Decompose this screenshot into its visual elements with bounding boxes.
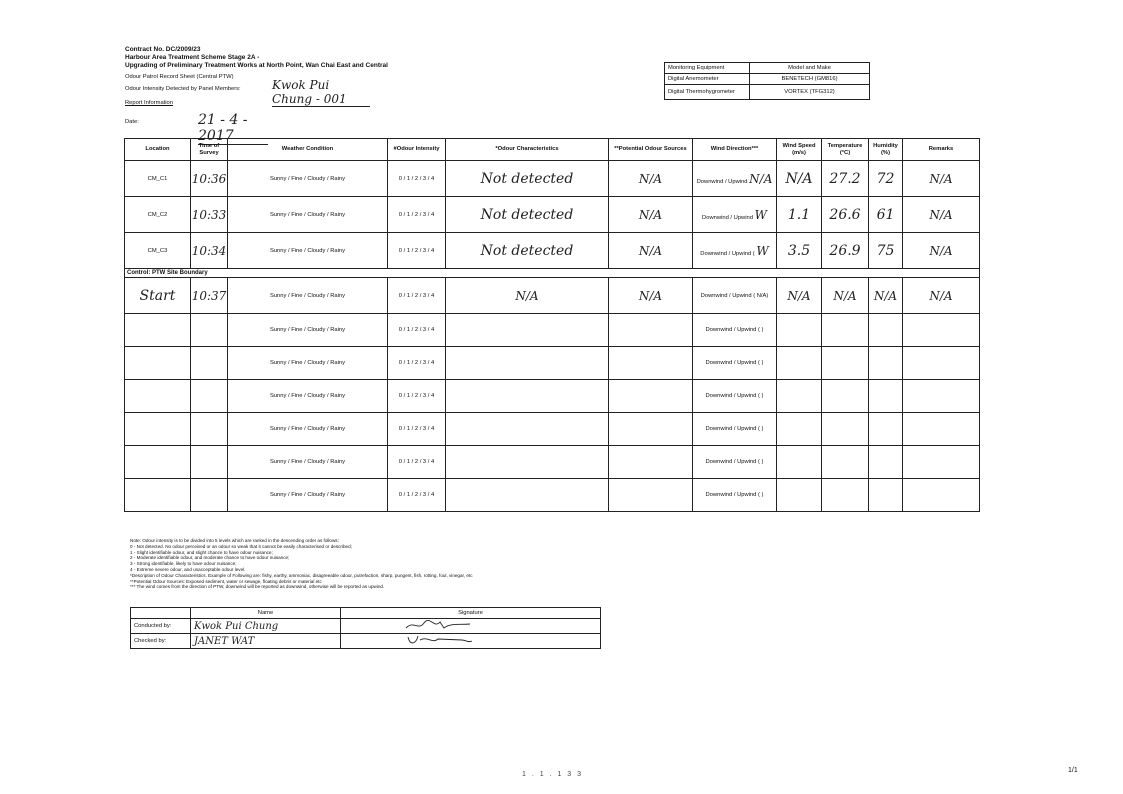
temperature-cell: 26.9 xyxy=(822,233,869,269)
equipment-row xyxy=(665,74,870,85)
wind-direction-cell: Downwind / Upwind ( ) xyxy=(693,413,777,446)
panel-member-name: Kwok Pui Chung - 001 xyxy=(272,78,370,107)
temperature-cell: 27.2 xyxy=(822,161,869,197)
temperature-cell xyxy=(822,413,869,446)
remarks-cell: N/A xyxy=(903,161,980,197)
table-row xyxy=(125,278,980,314)
temperature-cell xyxy=(822,479,869,512)
col-wind-direction: Wind Direction*** xyxy=(693,139,777,161)
wind-direction-cell xyxy=(693,161,777,197)
time-cell xyxy=(191,380,228,413)
signature-scribble xyxy=(404,619,474,631)
humidity-cell xyxy=(869,446,903,479)
works-title: Upgrading of Preliminary Treatment Works at North Point, Wan Chai East and Central xyxy=(125,62,388,69)
character-cell xyxy=(446,314,609,347)
equipment-header: Monitoring Equipment xyxy=(665,63,750,74)
contract-number: Contract No. DC/2009/23 xyxy=(125,46,201,53)
note-line: 3 - Strong identifiable, likely to have odour nuisance; xyxy=(130,561,237,567)
location-cell: CM_C1 xyxy=(125,161,191,197)
temperature-cell xyxy=(822,314,869,347)
location-cell xyxy=(125,380,191,413)
remarks-cell: N/A xyxy=(903,278,980,314)
intensity-cell: 0 / 1 / 2 / 3 / 4 xyxy=(388,380,446,413)
wind-speed-cell xyxy=(777,347,822,380)
col-temperature: Temperature (°C) xyxy=(822,139,869,161)
humidity-cell xyxy=(869,479,903,512)
time-cell xyxy=(191,347,228,380)
remarks-cell xyxy=(903,413,980,446)
wind-direction-cell: Downwind / Upwind ( ) xyxy=(693,314,777,347)
source-cell xyxy=(609,347,693,380)
checked-label: Checked by: xyxy=(131,634,191,649)
source-cell: N/A xyxy=(609,233,693,269)
note-line: *** The wind comes from the direction of PTW, downwind will be reported as downwind, otherwise will be reported as upwind. xyxy=(130,584,385,590)
equipment-model: VORTEX (TFG312) xyxy=(750,85,870,100)
note-line: 1 - Slight identifiable odour, and slight chance to have odour nuisance; xyxy=(130,549,273,555)
date-value: 21 - 4 - 2017 xyxy=(198,112,268,145)
remarks-cell: N/A xyxy=(903,233,980,269)
location-cell xyxy=(125,479,191,512)
humidity-cell xyxy=(869,347,903,380)
weather-cell: Sunny / Fine / Cloudy / Rainy xyxy=(228,314,388,347)
conducted-label: Conducted by: xyxy=(131,619,191,634)
humidity-cell: 61 xyxy=(869,197,903,233)
intensity-cell: 0 / 1 / 2 / 3 / 4 xyxy=(388,413,446,446)
character-cell: Not detected xyxy=(446,161,609,197)
col-location: Location xyxy=(125,139,191,161)
blank-table-row xyxy=(125,479,980,512)
location-cell xyxy=(125,446,191,479)
weather-cell: Sunny / Fine / Cloudy / Rainy xyxy=(228,278,388,314)
checked-name: JANET WAT xyxy=(191,634,341,649)
intensity-cell: 0 / 1 / 2 / 3 / 4 xyxy=(388,233,446,269)
checked-signature xyxy=(341,634,601,649)
character-cell: Not detected xyxy=(446,233,609,269)
source-cell xyxy=(609,479,693,512)
weather-cell: Sunny / Fine / Cloudy / Rainy xyxy=(228,380,388,413)
time-cell xyxy=(191,314,228,347)
time-cell xyxy=(191,479,228,512)
sheet-title: Odour Patrol Record Sheet (Central PTW) xyxy=(125,74,234,80)
temperature-cell xyxy=(822,446,869,479)
location-cell: Start xyxy=(125,278,191,314)
wind-direction-note: N/A xyxy=(749,171,773,186)
table-row xyxy=(125,233,980,269)
wind-speed-cell: 1.1 xyxy=(777,197,822,233)
intensity-cell: 0 / 1 / 2 / 3 / 4 xyxy=(388,479,446,512)
wind-direction-note: W xyxy=(754,207,767,222)
col-source: **Potential Odour Sources xyxy=(609,139,693,161)
page-number: 1/1 xyxy=(1068,767,1078,774)
wind-speed-cell: 3.5 xyxy=(777,233,822,269)
wind-direction-cell: Downwind / Upwind ( N/A) xyxy=(693,278,777,314)
wind-direction-cell xyxy=(693,197,777,233)
panel-label: Odour Intensity Detected by Panel Members: xyxy=(125,86,241,92)
col-remarks: Remarks xyxy=(903,139,980,161)
note-line: 0 - Not detected. No odour perceived or an odour so weak that it cannot be easily characterised or described; xyxy=(130,543,352,549)
source-cell xyxy=(609,446,693,479)
temperature-cell xyxy=(822,380,869,413)
wind-speed-cell: N/A xyxy=(777,278,822,314)
wind-speed-cell xyxy=(777,446,822,479)
humidity-cell xyxy=(869,413,903,446)
remarks-cell: N/A xyxy=(903,197,980,233)
model-header: Model and Make xyxy=(750,63,870,74)
temperature-cell xyxy=(822,347,869,380)
col-humidity: Humidity (%) xyxy=(869,139,903,161)
location-cell xyxy=(125,314,191,347)
note-line: 2 - Moderate identifiable odour, and moderate chance to have odour nuisance; xyxy=(130,555,290,561)
temperature-cell: N/A xyxy=(822,278,869,314)
note-line: Note: Odour intensity is to be divided into 5 levels which are ranked in the descending order as follows: xyxy=(130,538,339,543)
blank-table-row xyxy=(125,446,980,479)
time-cell xyxy=(191,413,228,446)
wind-speed-cell xyxy=(777,314,822,347)
equipment-row xyxy=(665,85,870,100)
wind-direction-text: Downwind / Upwind xyxy=(696,178,748,185)
blank-table-row xyxy=(125,380,980,413)
remarks-cell xyxy=(903,446,980,479)
blank-table-row xyxy=(125,347,980,380)
remarks-cell xyxy=(903,314,980,347)
weather-cell: Sunny / Fine / Cloudy / Rainy xyxy=(228,413,388,446)
source-cell: N/A xyxy=(609,278,693,314)
character-cell xyxy=(446,413,609,446)
scheme-title: Harbour Area Treatment Scheme Stage 2A - xyxy=(125,54,260,61)
blank-table-row xyxy=(125,314,980,347)
location-cell xyxy=(125,413,191,446)
weather-cell: Sunny / Fine / Cloudy / Rainy xyxy=(228,233,388,269)
source-cell xyxy=(609,413,693,446)
table-row xyxy=(125,161,980,197)
character-cell: Not detected xyxy=(446,197,609,233)
wind-direction-text: Downwind / Upwind xyxy=(702,214,753,221)
time-cell: 10:36 xyxy=(191,161,228,197)
note-line: *Description of Odour Characteristics. Example of Following are: fishy, earthy, ammoniac, disagreeable odour, putrefaction, sharp, pungent, fish, rotting, foul, vinegar, etc xyxy=(130,572,473,578)
signature-scribble xyxy=(404,634,474,646)
humidity-cell xyxy=(869,380,903,413)
table-header-row xyxy=(125,139,980,161)
wind-speed-cell xyxy=(777,380,822,413)
location-cell: CM_C2 xyxy=(125,197,191,233)
time-cell: 10:33 xyxy=(191,197,228,233)
wind-speed-cell xyxy=(777,413,822,446)
time-cell: 10:34 xyxy=(191,233,228,269)
equipment-model: BENETECH (GM816) xyxy=(750,74,870,85)
signature-blank xyxy=(131,608,191,619)
source-cell: N/A xyxy=(609,197,693,233)
weather-cell: Sunny / Fine / Cloudy / Rainy xyxy=(228,446,388,479)
humidity-cell: 72 xyxy=(869,161,903,197)
equipment-name: Digital Anemometer xyxy=(665,74,750,85)
intensity-cell: 0 / 1 / 2 / 3 / 4 xyxy=(388,347,446,380)
time-cell: 10:37 xyxy=(191,278,228,314)
notes-block xyxy=(130,538,473,590)
note-line: **Potential Odour Sources: Exposed sediment, water or sewage, floating debris or material etc xyxy=(130,578,322,584)
section-label: Control: PTW Site Boundary xyxy=(125,269,980,278)
intensity-cell: 0 / 1 / 2 / 3 / 4 xyxy=(388,197,446,233)
wind-direction-cell: Downwind / Upwind ( ) xyxy=(693,479,777,512)
weather-cell: Sunny / Fine / Cloudy / Rainy xyxy=(228,161,388,197)
weather-cell: Sunny / Fine / Cloudy / Rainy xyxy=(228,479,388,512)
table-row xyxy=(125,197,980,233)
wind-direction-cell xyxy=(693,233,777,269)
location-cell: CM_C3 xyxy=(125,233,191,269)
character-cell xyxy=(446,347,609,380)
wind-direction-text: Downwind / Upwind ( xyxy=(700,250,755,257)
intensity-cell: 0 / 1 / 2 / 3 / 4 xyxy=(388,314,446,347)
wind-direction-note: W xyxy=(756,243,769,258)
col-wind-speed: Wind Speed (m/s) xyxy=(777,139,822,161)
col-intensity: #Odour Intensity xyxy=(388,139,446,161)
intensity-cell: 0 / 1 / 2 / 3 / 4 xyxy=(388,161,446,197)
weather-cell: Sunny / Fine / Cloudy / Rainy xyxy=(228,197,388,233)
signature-row xyxy=(131,634,601,649)
wind-direction-cell: Downwind / Upwind ( ) xyxy=(693,347,777,380)
wind-speed-cell: N/A xyxy=(777,161,822,197)
character-cell xyxy=(446,446,609,479)
wind-direction-cell: Downwind / Upwind ( ) xyxy=(693,446,777,479)
signature-table xyxy=(130,607,601,649)
source-cell: N/A xyxy=(609,161,693,197)
temperature-cell: 26.6 xyxy=(822,197,869,233)
character-cell: N/A xyxy=(446,278,609,314)
signature-row xyxy=(131,619,601,634)
equipment-name: Digital Thermohygrometer xyxy=(665,85,750,100)
report-info-label: Report Information xyxy=(125,100,174,106)
conducted-name: Kwok Pui Chung xyxy=(191,619,341,634)
intensity-cell: 0 / 1 / 2 / 3 / 4 xyxy=(388,278,446,314)
humidity-cell: 75 xyxy=(869,233,903,269)
remarks-cell xyxy=(903,347,980,380)
signature-header-row xyxy=(131,608,601,619)
source-cell xyxy=(609,380,693,413)
col-character: *Odour Characteristics xyxy=(446,139,609,161)
col-time: Time of Survey xyxy=(191,139,228,161)
intensity-cell: 0 / 1 / 2 / 3 / 4 xyxy=(388,446,446,479)
remarks-cell xyxy=(903,380,980,413)
remarks-cell xyxy=(903,479,980,512)
blank-table-row xyxy=(125,413,980,446)
note-line: 4 - Extreme severe odour, and unacceptable odour level. xyxy=(130,566,246,572)
humidity-cell xyxy=(869,314,903,347)
scan-marks: 1 . 1 . 1 3 3 xyxy=(522,771,584,778)
wind-speed-cell xyxy=(777,479,822,512)
odour-patrol-table xyxy=(124,138,980,512)
equipment-table xyxy=(664,62,870,100)
signature-header: Signature xyxy=(341,608,601,619)
location-cell xyxy=(125,347,191,380)
wind-direction-cell: Downwind / Upwind ( ) xyxy=(693,380,777,413)
time-cell xyxy=(191,446,228,479)
conducted-signature xyxy=(341,619,601,634)
equipment-header-row xyxy=(665,63,870,74)
date-label: Date: xyxy=(125,119,139,125)
col-weather: Weather Condition xyxy=(228,139,388,161)
section-row xyxy=(125,269,980,278)
blank-rows xyxy=(125,314,980,512)
name-header: Name xyxy=(191,608,341,619)
source-cell xyxy=(609,314,693,347)
humidity-cell: N/A xyxy=(869,278,903,314)
character-cell xyxy=(446,479,609,512)
weather-cell: Sunny / Fine / Cloudy / Rainy xyxy=(228,347,388,380)
character-cell xyxy=(446,380,609,413)
